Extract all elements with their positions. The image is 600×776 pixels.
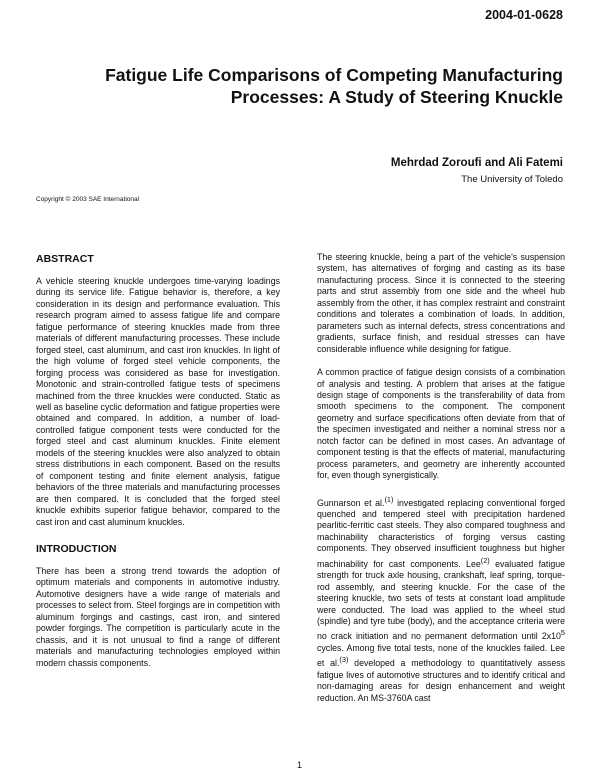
- reference-marker: (2): [480, 555, 490, 565]
- title-line-1: Fatigue Life Comparisons of Competing Manufacturing: [105, 65, 563, 85]
- authors: Mehrdad Zoroufi and Ali Fatemi: [390, 157, 563, 169]
- introduction-heading: INTRODUCTION: [36, 542, 117, 555]
- copyright-notice: Copyright © 2003 SAE International: [36, 196, 140, 203]
- reference-marker: (1): [384, 494, 394, 504]
- introduction-text: There has been a strong trend towards the adoption of optimum materials and components in automotive industry. Automotive designers have a wide range of materials and processes to select from. Steel forgings are in competition with aluminum forgings and castings, cast iron, and sintered powder forgings. The competition is particularly acute in the chassis, and it is not unusual to find a range of different materials and manufacturing technologies employed within modern chassis components.: [36, 565, 280, 668]
- text-run: evaluated fatigue strength for truck axle housing, crankshaft, leaf spring, torque-rod assembly, and steering knuckle. For the case of the steering knuckle, two sets of tests at constant load amplitude were conducted. The load was applied to the wheel stud (spindle) and tyre tube (body), and the acceptance criteria were no crack initiation and no permanent deformation until 2x10: [317, 558, 566, 642]
- paragraph: The steering knuckle, being a part of the vehicle's suspension system, has alternatives of forging and casting as its base manufacturing process. Since it is connected to the steering parts and strut assembly from one side and the wheel hub assembly from the other, it has complex restraint and constraint conditions and tolerates a combination of loads. In addition, parameters such as internal defects, stress concentrations and gradients, surface finish, and residual stresses can have considerable influence while designing for fatigue.: [317, 252, 565, 354]
- text-run: Gunnarson et al.: [317, 497, 385, 508]
- reference-marker: (3): [339, 655, 349, 665]
- title-line-2: Processes: A Study of Steering Knuckle: [230, 87, 563, 107]
- page-number: 1: [297, 760, 303, 770]
- text-run: cycles. Among five total tests, none of the knuckles failed. Lee et al.: [317, 642, 565, 669]
- abstract-heading: ABSTRACT: [36, 253, 94, 265]
- abstract-text: A vehicle steering knuckle undergoes time-varying loadings during its service life. Fatigue behavior is, therefore, a key consideration in its design and performance evaluation. This research program aimed to assess fatigue life and compare fatigue performance of steering knuckles made from three materials of different manufacturing processes. These include forged steel, cast aluminum, and cast iron knuckles. In light of the high volume of forged steel vehicle components, the forging process was considered as base for investigation. Monotonic and strain-controlled fatigue tests of specimens machined from the three knuckles were conducted. Static as well as baseline cyclic deformation and fatigue properties were obtained and compared. In addition, a number of load-controlled fatigue component tests were conducted for the forged steel and cast aluminum knuckles. Finite element models of the steering knuckles were also analyzed to obtain stress distributions in each component. Based on the results of component testing and finite element analysis, fatigue behaviors of the three materials and manufacturing processes are then compared. It is concluded that the forged steel knuckle exhibits superior fatigue behavior, compared to the cast iron and cast aluminum knuckles.: [36, 276, 280, 527]
- paper-id: 2004-01-0628: [485, 8, 563, 22]
- right-column: [317, 252, 565, 716]
- exponent: 5: [560, 628, 565, 638]
- paper-title: [83, 64, 563, 108]
- paragraph: [317, 494, 565, 704]
- paragraph: A common practice of fatigue design consists of a combination of analysis and testing. A problem that arises at the fatigue design stage of components is the transferability of data from smooth specimens to the component. The component geometry and surface specifications often deviate from that of the specimen investigated and neither a nominal stress nor a notch factor can be defined in most cases. An advantage of component testing is that the effects of material, manufacturing process parameters, and geometry are inherently accounted for, even though synergistically.: [317, 367, 565, 481]
- left-column: [36, 252, 280, 683]
- affiliation: The University of Toledo: [461, 174, 563, 185]
- text-run: developed a methodology to quantitatively assess fatigue lives of automotive structures and to identify critical and non-damaging areas for design enhancement and weight reduction. An MS-3760A cast: [317, 658, 566, 703]
- text-run: investigated replacing conventional forged quenched and tempered steel with precipitation hardened pearlitic-ferritic cast steels. They also compared toughness and machinability characteristics of forging versus casting components. They observed insufficient toughness but higher machinability for cast components. Lee: [317, 497, 565, 569]
